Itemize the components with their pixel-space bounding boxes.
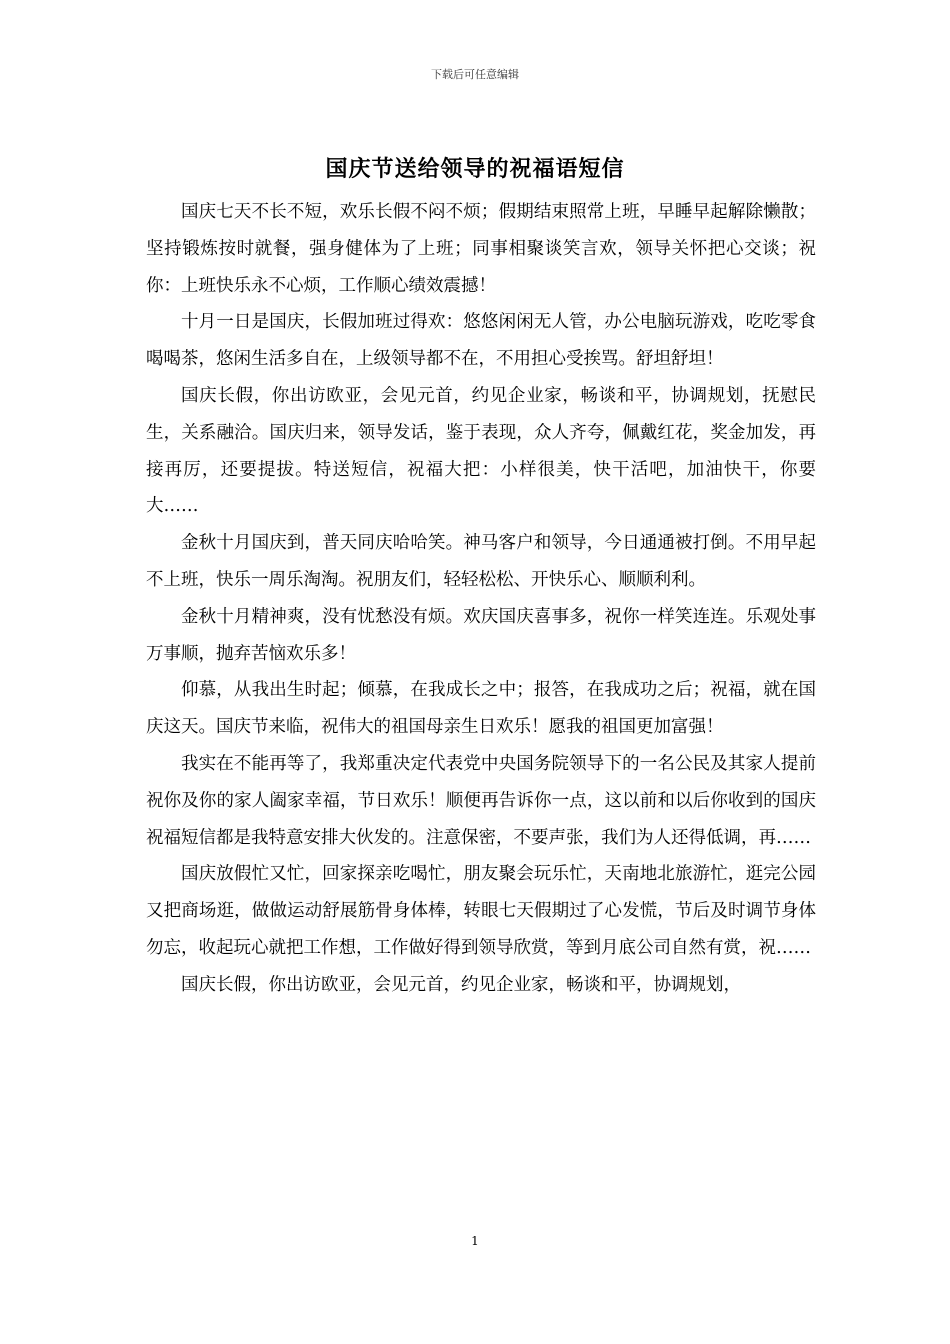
document-body <box>146 194 816 1004</box>
paragraph-9: 国庆长假，你出访欧亚，会见元首，约见企业家，畅谈和平，协调规划， <box>181 974 741 995</box>
paragraph-4: 金秋十月国庆到，普天同庆哈哈笑。神马客户和领导，今日通通被打倒。不用早起不上班，快乐一周乐淘淘。祝朋友们，轻轻松松、开快乐心、顺顺利利。 <box>146 533 816 590</box>
paragraph-8: 国庆放假忙又忙，回家探亲吃喝忙，朋友聚会玩乐忙，天南地北旅游忙，逛完公园又把商场逛，做做运动舒展筋骨身体棒，转眼七天假期过了心发慌，节后及时调节身体勿忘，收起玩心就把工作想，工作做好得到领导欣赏，等到月底公司自然有赏，祝…… <box>146 864 816 958</box>
header-note: 下载后可任意编辑 <box>431 68 519 81</box>
page-number: 1 <box>471 1234 479 1248</box>
paragraph-6: 仰慕，从我出生时起；倾慕，在我成长之中；报答，在我成功之后；祝福，就在国庆这天。国庆节来临，祝伟大的祖国母亲生日欢乐！愿我的祖国更加富强！ <box>146 680 816 738</box>
paragraph-1: 国庆七天不长不短，欢乐长假不闷不烦；假期结束照常上班，早睡早起解除懒散；坚持锻炼按时就餐，强身健体为了上班；同事相聚谈笑言欢，领导关怀把心交谈；祝你：上班快乐永不心烦，工作顺心绩效震撼！ <box>146 202 816 296</box>
paragraph-2: 十月一日是国庆，长假加班过得欢：悠悠闲闲无人管，办公电脑玩游戏，吃吃零食喝喝茶，悠闲生活多自在，上级领导都不在，不用担心受挨骂。舒坦舒坦！ <box>146 312 816 370</box>
document-title: 国庆节送给领导的祝福语短信 <box>325 156 625 182</box>
paragraph-3: 国庆长假，你出访欧亚，会见元首，约见企业家，畅谈和平，协调规划，抚慰民生，关系融洽。国庆归来，领导发话，鉴于表现，众人齐夸，佩戴红花，奖金加发，再接再厉，还要提拔。特送短信，祝福大把：小样很美，快干活吧，加油快干，你要大…… <box>146 385 816 517</box>
paragraph-5: 金秋十月精神爽，没有忧愁没有烦。欢庆国庆喜事多，祝你一样笑连连。乐观处事万事顺，抛弃苦恼欢乐多！ <box>146 606 816 664</box>
paragraph-7: 我实在不能再等了，我郑重决定代表党中央国务院领导下的一名公民及其家人提前祝你及你的家人阖家幸福，节日欢乐！顺便再告诉你一点，这以前和以后你收到的国庆祝福短信都是我特意安排大伙发的。注意保密，不要声张，我们为人还得低调，再…… <box>146 753 816 848</box>
